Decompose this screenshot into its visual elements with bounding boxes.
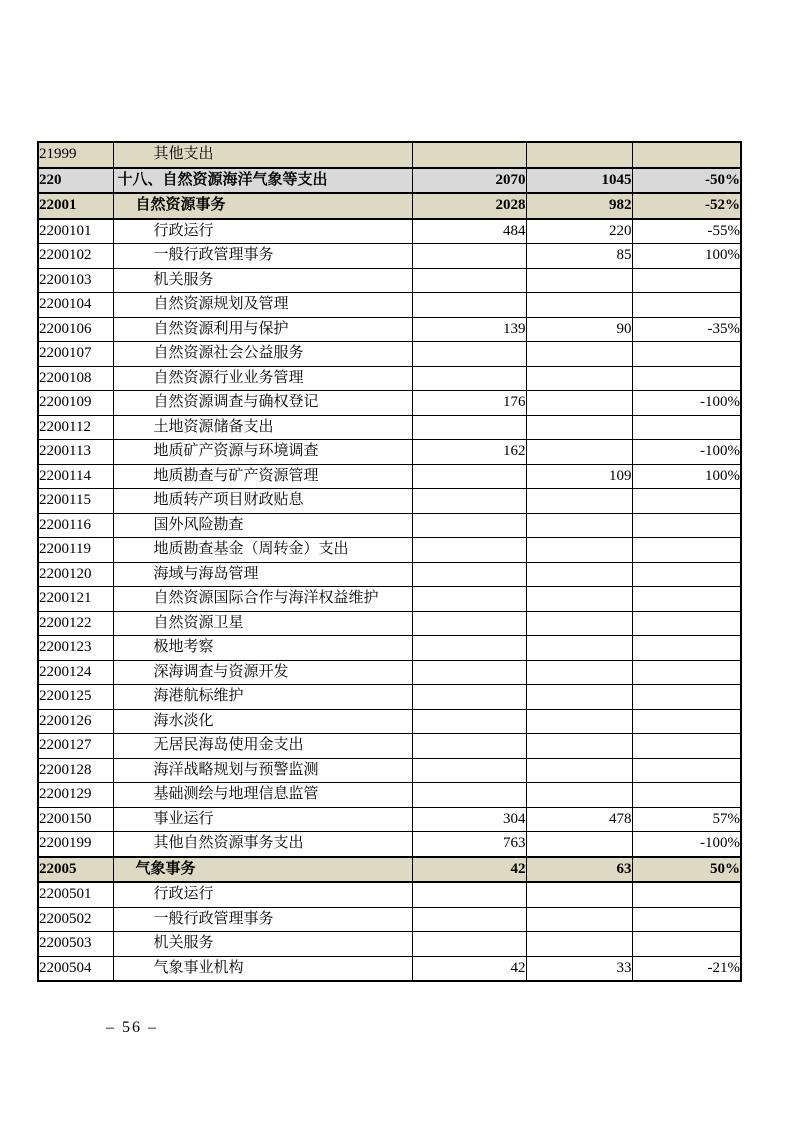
cell-amount-2: 90 (526, 317, 632, 342)
cell-amount-1 (412, 489, 526, 514)
budget-row-22001 (38, 193, 741, 219)
cell-amount-1 (412, 366, 526, 391)
cell-item-name: 海水淡化 (113, 709, 412, 734)
cell-item-name: 地质勘查与矿产资源管理 (113, 464, 412, 489)
cell-amount-2 (526, 293, 632, 318)
cell-amount-1 (412, 587, 526, 612)
cell-amount-1 (412, 758, 526, 783)
cell-item-name: 行政运行 (113, 882, 412, 907)
cell-amount-1: 139 (412, 317, 526, 342)
cell-amount-2 (526, 366, 632, 391)
cell-item-name: 事业运行 (113, 807, 412, 832)
cell-item-name: 自然资源国际合作与海洋权益维护 (113, 587, 412, 612)
cell-amount-2 (526, 489, 632, 514)
budget-row-2200124 (38, 660, 741, 685)
cell-amount-1 (412, 709, 526, 734)
cell-amount-2 (526, 660, 632, 685)
budget-row-2200504 (38, 956, 741, 981)
cell-code: 2200103 (38, 268, 113, 293)
budget-row-2200502 (38, 907, 741, 932)
cell-code: 2200116 (38, 513, 113, 538)
cell-change-percent: -55% (632, 219, 741, 244)
cell-change-percent (632, 366, 741, 391)
cell-item-name: 其他支出 (113, 142, 412, 168)
budget-row-2200150 (38, 807, 741, 832)
cell-amount-1 (412, 464, 526, 489)
cell-code: 2200108 (38, 366, 113, 391)
budget-row-2200101 (38, 219, 741, 244)
cell-amount-2 (526, 268, 632, 293)
cell-amount-2 (526, 636, 632, 661)
cell-code: 2200127 (38, 734, 113, 759)
budget-row-2200125 (38, 685, 741, 710)
cell-code: 2200106 (38, 317, 113, 342)
cell-amount-2 (526, 391, 632, 416)
cell-code: 2200107 (38, 342, 113, 367)
cell-item-name: 无居民海岛使用金支出 (113, 734, 412, 759)
budget-row-2200129 (38, 783, 741, 808)
cell-item-name: 基础测绘与地理信息监管 (113, 783, 412, 808)
budget-row-2200107 (38, 342, 741, 367)
cell-item-name: 地质勘查基金（周转金）支出 (113, 538, 412, 563)
cell-code: 2200129 (38, 783, 113, 808)
cell-change-percent: 57% (632, 807, 741, 832)
cell-amount-1: 42 (412, 857, 526, 883)
cell-code: 2200104 (38, 293, 113, 318)
cell-amount-1: 484 (412, 219, 526, 244)
cell-item-name: 地质转产项目财政贴息 (113, 489, 412, 514)
cell-amount-2: 85 (526, 244, 632, 269)
cell-code: 2200124 (38, 660, 113, 685)
cell-item-name: 机关服务 (113, 932, 412, 957)
cell-code: 2200150 (38, 807, 113, 832)
cell-code: 2200504 (38, 956, 113, 981)
cell-amount-1 (412, 685, 526, 710)
cell-change-percent: 100% (632, 244, 741, 269)
cell-change-percent (632, 611, 741, 636)
cell-change-percent (632, 538, 741, 563)
budget-row-2200116 (38, 513, 741, 538)
cell-amount-1 (412, 415, 526, 440)
cell-item-name: 机关服务 (113, 268, 412, 293)
cell-change-percent (632, 415, 741, 440)
cell-change-percent (632, 587, 741, 612)
cell-amount-2 (526, 932, 632, 957)
cell-code: 2200102 (38, 244, 113, 269)
budget-row-2200127 (38, 734, 741, 759)
cell-item-name: 土地资源储备支出 (113, 415, 412, 440)
cell-amount-1 (412, 538, 526, 563)
cell-change-percent: -21% (632, 956, 741, 981)
cell-code: 2200128 (38, 758, 113, 783)
cell-amount-2 (526, 587, 632, 612)
cell-code: 220 (38, 168, 113, 194)
cell-item-name: 气象事务 (113, 857, 412, 883)
cell-change-percent: -35% (632, 317, 741, 342)
cell-change-percent: -100% (632, 832, 741, 857)
cell-item-name: 国外风险勘查 (113, 513, 412, 538)
cell-change-percent (632, 342, 741, 367)
cell-amount-2 (526, 513, 632, 538)
cell-item-name: 自然资源卫星 (113, 611, 412, 636)
cell-item-name: 自然资源事务 (113, 193, 412, 219)
cell-change-percent (632, 709, 741, 734)
cell-amount-2 (526, 538, 632, 563)
cell-amount-2 (526, 709, 632, 734)
cell-change-percent (632, 268, 741, 293)
cell-amount-1 (412, 636, 526, 661)
cell-amount-2: 982 (526, 193, 632, 219)
cell-amount-1 (412, 734, 526, 759)
budget-row-2200106 (38, 317, 741, 342)
cell-amount-1 (412, 342, 526, 367)
budget-row-2200122 (38, 611, 741, 636)
cell-amount-2 (526, 882, 632, 907)
cell-change-percent (632, 636, 741, 661)
cell-amount-2 (526, 832, 632, 857)
cell-amount-2 (526, 907, 632, 932)
cell-amount-2 (526, 734, 632, 759)
cell-amount-1 (412, 562, 526, 587)
cell-item-name: 自然资源规划及管理 (113, 293, 412, 318)
cell-code: 2200112 (38, 415, 113, 440)
cell-item-name: 十八、自然资源海洋气象等支出 (113, 168, 412, 194)
cell-change-percent (632, 142, 741, 168)
cell-change-percent: -52% (632, 193, 741, 219)
cell-amount-1 (412, 142, 526, 168)
cell-item-name: 自然资源利用与保护 (113, 317, 412, 342)
cell-amount-2 (526, 342, 632, 367)
budget-row-2200104 (38, 293, 741, 318)
cell-amount-1 (412, 513, 526, 538)
page-number: – 56 – (106, 1019, 158, 1036)
cell-code: 2200122 (38, 611, 113, 636)
cell-change-percent (632, 513, 741, 538)
cell-amount-2: 478 (526, 807, 632, 832)
budget-row-2200503 (38, 932, 741, 957)
cell-amount-1 (412, 611, 526, 636)
cell-amount-1 (412, 268, 526, 293)
cell-change-percent (632, 907, 741, 932)
cell-amount-1: 2028 (412, 193, 526, 219)
cell-amount-1 (412, 660, 526, 685)
cell-change-percent: -100% (632, 391, 741, 416)
cell-amount-2 (526, 685, 632, 710)
cell-code: 2200502 (38, 907, 113, 932)
budget-row-2200128 (38, 758, 741, 783)
cell-amount-2: 109 (526, 464, 632, 489)
budget-row-2200108 (38, 366, 741, 391)
cell-amount-2 (526, 562, 632, 587)
cell-code: 2200119 (38, 538, 113, 563)
cell-item-name: 自然资源调查与确权登记 (113, 391, 412, 416)
cell-amount-1 (412, 293, 526, 318)
cell-item-name: 海港航标维护 (113, 685, 412, 710)
cell-code: 2200501 (38, 882, 113, 907)
cell-change-percent: -50% (632, 168, 741, 194)
cell-amount-1 (412, 907, 526, 932)
cell-code: 2200199 (38, 832, 113, 857)
cell-amount-1: 763 (412, 832, 526, 857)
cell-amount-2: 220 (526, 219, 632, 244)
cell-change-percent (632, 734, 741, 759)
budget-row-2200115 (38, 489, 741, 514)
budget-table (37, 141, 742, 982)
cell-amount-2 (526, 783, 632, 808)
cell-change-percent (632, 932, 741, 957)
cell-amount-2: 1045 (526, 168, 632, 194)
cell-amount-2 (526, 142, 632, 168)
cell-code: 22001 (38, 193, 113, 219)
cell-amount-1 (412, 932, 526, 957)
cell-item-name: 极地考察 (113, 636, 412, 661)
budget-row-2200112 (38, 415, 741, 440)
cell-change-percent (632, 783, 741, 808)
cell-item-name: 海域与海岛管理 (113, 562, 412, 587)
cell-code: 2200125 (38, 685, 113, 710)
cell-amount-1 (412, 783, 526, 808)
cell-amount-1: 42 (412, 956, 526, 981)
cell-item-name: 其他自然资源事务支出 (113, 832, 412, 857)
cell-item-name: 深海调查与资源开发 (113, 660, 412, 685)
budget-row-2200119 (38, 538, 741, 563)
cell-code: 2200503 (38, 932, 113, 957)
cell-item-name: 地质矿产资源与环境调查 (113, 440, 412, 465)
cell-change-percent: 100% (632, 464, 741, 489)
cell-item-name: 气象事业机构 (113, 956, 412, 981)
cell-change-percent: 50% (632, 857, 741, 883)
cell-amount-1 (412, 882, 526, 907)
budget-row-2200501 (38, 882, 741, 907)
budget-row-21999 (38, 142, 741, 168)
cell-amount-2: 33 (526, 956, 632, 981)
budget-row-2200123 (38, 636, 741, 661)
cell-change-percent (632, 489, 741, 514)
cell-amount-2: 63 (526, 857, 632, 883)
budget-row-2200113 (38, 440, 741, 465)
cell-change-percent (632, 660, 741, 685)
cell-item-name: 一般行政管理事务 (113, 907, 412, 932)
budget-table-body (38, 142, 741, 981)
budget-row-220 (38, 168, 741, 194)
cell-change-percent (632, 293, 741, 318)
cell-change-percent (632, 758, 741, 783)
budget-row-2200103 (38, 268, 741, 293)
budget-row-2200109 (38, 391, 741, 416)
cell-item-name: 行政运行 (113, 219, 412, 244)
cell-code: 2200126 (38, 709, 113, 734)
cell-code: 2200109 (38, 391, 113, 416)
cell-code: 2200114 (38, 464, 113, 489)
cell-change-percent: -100% (632, 440, 741, 465)
cell-amount-1: 176 (412, 391, 526, 416)
cell-code: 2200120 (38, 562, 113, 587)
cell-item-name: 自然资源社会公益服务 (113, 342, 412, 367)
budget-row-2200121 (38, 587, 741, 612)
cell-change-percent (632, 562, 741, 587)
budget-row-2200114 (38, 464, 741, 489)
budget-row-2200199 (38, 832, 741, 857)
cell-amount-2 (526, 415, 632, 440)
cell-code: 21999 (38, 142, 113, 168)
cell-code: 2200101 (38, 219, 113, 244)
cell-amount-2 (526, 611, 632, 636)
cell-code: 2200115 (38, 489, 113, 514)
cell-change-percent (632, 685, 741, 710)
cell-amount-1 (412, 244, 526, 269)
cell-code: 2200113 (38, 440, 113, 465)
cell-amount-2 (526, 440, 632, 465)
cell-code: 2200121 (38, 587, 113, 612)
cell-code: 2200123 (38, 636, 113, 661)
cell-amount-1: 2070 (412, 168, 526, 194)
cell-amount-1: 162 (412, 440, 526, 465)
cell-change-percent (632, 882, 741, 907)
budget-row-2200126 (38, 709, 741, 734)
budget-row-2200120 (38, 562, 741, 587)
budget-row-22005 (38, 857, 741, 883)
budget-row-2200102 (38, 244, 741, 269)
cell-item-name: 自然资源行业业务管理 (113, 366, 412, 391)
cell-code: 22005 (38, 857, 113, 883)
cell-item-name: 一般行政管理事务 (113, 244, 412, 269)
cell-amount-2 (526, 758, 632, 783)
cell-amount-1: 304 (412, 807, 526, 832)
cell-item-name: 海洋战略规划与预警监测 (113, 758, 412, 783)
